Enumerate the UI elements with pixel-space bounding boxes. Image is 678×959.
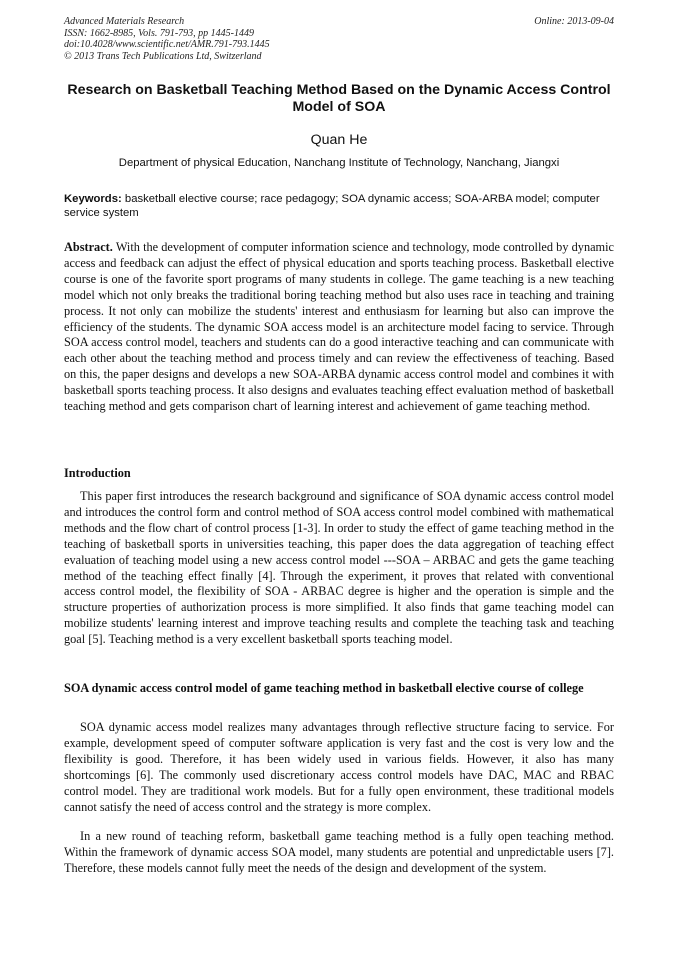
issn-line: ISSN: 1662-8985, Vols. 791-793, pp 1445-1449: [64, 27, 254, 39]
section-heading-soa: SOA dynamic access control model of game teaching method in basketball elective course of college: [64, 681, 584, 695]
abstract-label: Abstract.: [64, 240, 113, 254]
soa-paragraph-1: SOA dynamic access model realizes many advantages through reflective structure facing to service. For example, development speed of computer software application is very fast and the cost is very low and the flexibility is good. Therefore, it has been widely used in various fields. However, it also has many shortcomings [6]. The commonly used discretionary access control models have DAC, MAC and RBAC control model. They are traditional work models. But for a fully open environment, these traditional models cannot satisfy the need of access control and the strategy is more complex.: [64, 720, 614, 814]
soa-paragraph-2: In a new round of teaching reform, basketball game teaching method is a fully open teaching method. Within the framework of dynamic access SOA model, many students are potential and unpredictable users [7]. Therefore, these models cannot fully meet the needs of the design and development of the system.: [64, 829, 614, 875]
journal-name: Advanced Materials Research: [64, 16, 185, 27]
online-date: Online: 2013-09-04: [534, 16, 614, 27]
doi-line: doi:10.4028/www.scientific.net/AMR.791-793.1445: [64, 39, 270, 50]
keywords-text: basketball elective course; race pedagogy; SOA dynamic access; SOA-ARBA model; computer service system: [64, 193, 600, 219]
keywords: [64, 192, 614, 220]
abstract-text: With the development of computer information science and technology, mode controlled by dynamic access and feedback can adjust the effect of physical education and sports teaching process. Basketball elective course is one of the favorite sport programs of many students in college. The game teaching is a new teaching model which not only breaks the traditional boring teaching method but also uses race in teaching and training process. It not only can mobilize the students' interest and enthusiasm for learning but also can improve the efficiency of the students. The dynamic SOA access model is an architecture model facing to service. Through SOA access control model, teachers and students can do a good interactive teaching and can communicate with each other about the teaching method and process timely and can review the effectiveness of teaching. Based on this, the paper designs and develops a new SOA-ARBA dynamic access control model and combines it with basketball sports teaching process. It also designs and evaluates teaching effect evaluation method of basketball teaching method and gets comparison chart of learning interest and achievement of game teaching method.: [64, 240, 614, 414]
paper-title: Research on Basketball Teaching Method Based on the Dynamic Access Control Model of SOA: [67, 82, 611, 115]
abstract: [64, 240, 614, 415]
author-name: Quan He: [310, 132, 368, 148]
copyright-line: © 2013 Trans Tech Publications Ltd, Switzerland: [64, 50, 262, 62]
publication-info: [64, 16, 270, 62]
keywords-label: Keywords:: [64, 193, 122, 205]
author-affiliation: Department of physical Education, Nanchang Institute of Technology, Nanchang, Jiangxi: [118, 157, 560, 169]
introduction-paragraph: This paper first introduces the research background and significance of SOA dynamic access control model and introduces the control form and control method of SOA access control model combined with mathematical methods and the flow chart of control process [1-3]. In order to study the effect of game teaching method in the teaching of basketball sports in universities teaching, this paper does the data aggregation of teaching effect evaluation of teaching model using a new access control model ---SOA – ARBAC and gets the game teaching method of the teaching effect finally [4]. Through the experiment, it proves that related with conventional access control model, the flexibility of SOA - ARBAC degree is higher and the operation is simple and the structure properties of authorization process is more simplified. It also finds that game teaching model can mobilize students' learning interest and improve teaching results and complete the teaching task and teaching goal [5]. Teaching method is a very excellent basketball sports teaching model.: [64, 489, 614, 647]
section-heading-introduction: Introduction: [64, 466, 131, 480]
